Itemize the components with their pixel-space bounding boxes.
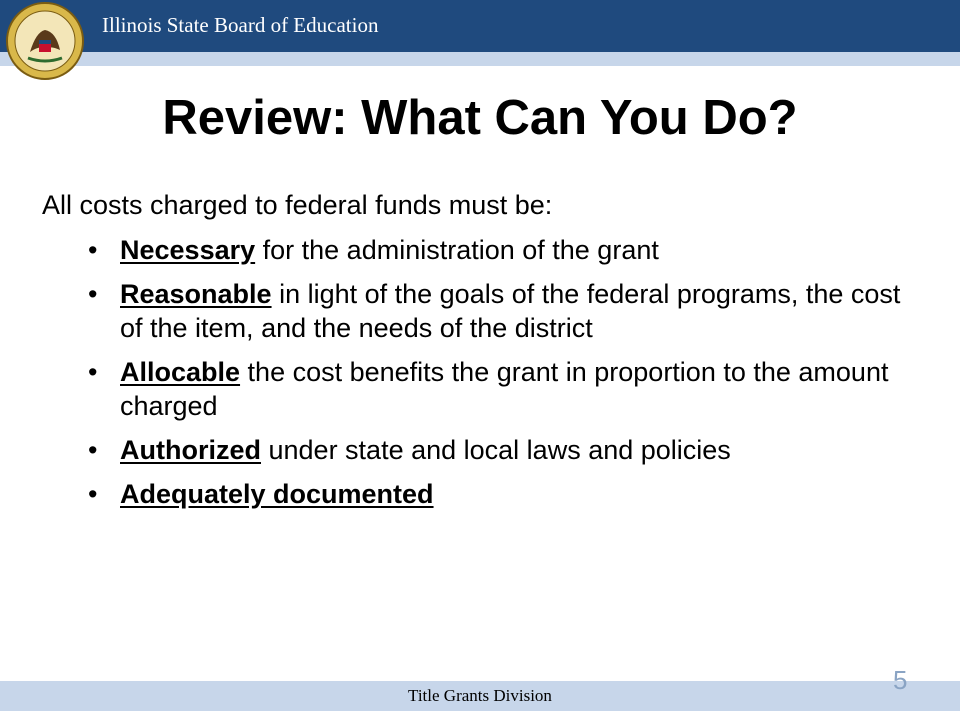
bullet-icon: • <box>88 357 98 387</box>
criterion-term: Allocable <box>120 357 241 387</box>
intro-text: All costs charged to federal funds must be: <box>42 190 553 220</box>
criterion-term: Adequately documented <box>120 479 434 509</box>
list-item <box>88 355 928 423</box>
state-seal-icon <box>6 2 84 80</box>
footer-division: Title Grants Division <box>408 686 552 705</box>
list-item <box>88 433 928 467</box>
bullet-icon: • <box>88 479 98 509</box>
bullet-icon: • <box>88 279 98 309</box>
header-rule <box>0 52 960 66</box>
org-name: Illinois State Board of Education <box>102 13 379 37</box>
slide-title: Review: What Can You Do? <box>162 91 798 145</box>
list-item <box>88 233 928 267</box>
criterion-term: Authorized <box>120 435 261 465</box>
page-number: 5 <box>893 665 908 695</box>
criterion-text: under state and local laws and policies <box>261 435 731 465</box>
criterion-text: the cost benefits the grant in proportion to the amount charged <box>120 357 889 421</box>
criteria-list <box>88 233 928 521</box>
list-item <box>88 277 928 345</box>
criterion-term: Necessary <box>120 235 256 265</box>
criterion-text: for the administration of the grant <box>255 235 659 265</box>
criterion-text: in light of the goals of the federal programs, the cost of the item, and the needs of the district <box>120 279 901 343</box>
criterion-term: Reasonable <box>120 279 272 309</box>
bullet-icon: • <box>88 235 98 265</box>
bullet-icon: • <box>88 435 98 465</box>
list-item <box>88 477 928 511</box>
